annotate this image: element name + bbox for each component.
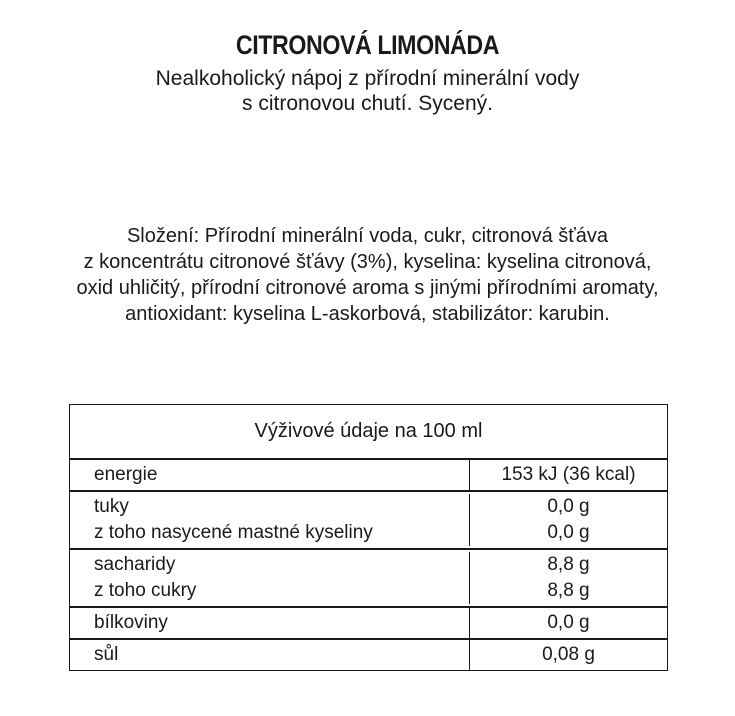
ingredients-line: z koncentrátu citronové šťávy (3%), kyselina: kyselina citronová, <box>83 251 652 273</box>
product-description <box>0 66 735 116</box>
nutrition-table-header: Výživové údaje na 100 ml <box>70 405 667 460</box>
ingredients-line: oxid uhličitý, přírodní citronové aroma s jinými přírodními aromaty, <box>76 277 659 299</box>
nutrition-row-protein <box>70 608 667 640</box>
nutrient-value: 0,0 g <box>547 522 590 543</box>
nutrient-value: 8,8 g <box>547 554 590 575</box>
nutrition-table <box>69 404 668 671</box>
nutrient-label: sůl <box>94 644 119 665</box>
nutrition-row-carbs <box>70 550 667 608</box>
nutrition-row-fat <box>70 492 667 550</box>
nutrition-row-salt <box>70 640 667 670</box>
nutrient-value: 0,0 g <box>547 496 590 517</box>
nutrient-label: z toho nasycené mastné kyseliny <box>94 522 373 543</box>
nutrient-value: 0,0 g <box>547 612 590 633</box>
ingredients-block <box>0 223 735 327</box>
description-line: Nealkoholický nápoj z přírodní minerální vody <box>155 67 580 90</box>
nutrient-value: 153 kJ (36 kcal) <box>501 464 636 485</box>
nutrient-value: 8,8 g <box>547 580 590 601</box>
description-line: s citronovou chutí. Sycený. <box>242 92 493 115</box>
nutrient-label: sacharidy <box>94 554 176 575</box>
ingredients-line: Složení: Přírodní minerální voda, cukr, citronová šťáva <box>126 225 609 247</box>
nutrient-label: bílkoviny <box>94 612 168 633</box>
nutrient-label: energie <box>94 464 158 485</box>
ingredients-line: antioxidant: kyselina L-askorbová, stabilizátor: karubin. <box>125 303 610 325</box>
nutrition-row-energy <box>70 460 667 492</box>
nutrient-value: 0,08 g <box>542 644 595 665</box>
nutrient-label: z toho cukry <box>94 580 197 601</box>
product-title: CITRONOVÁ LIMONÁDA <box>235 30 500 60</box>
nutrient-label: tuky <box>94 496 129 517</box>
